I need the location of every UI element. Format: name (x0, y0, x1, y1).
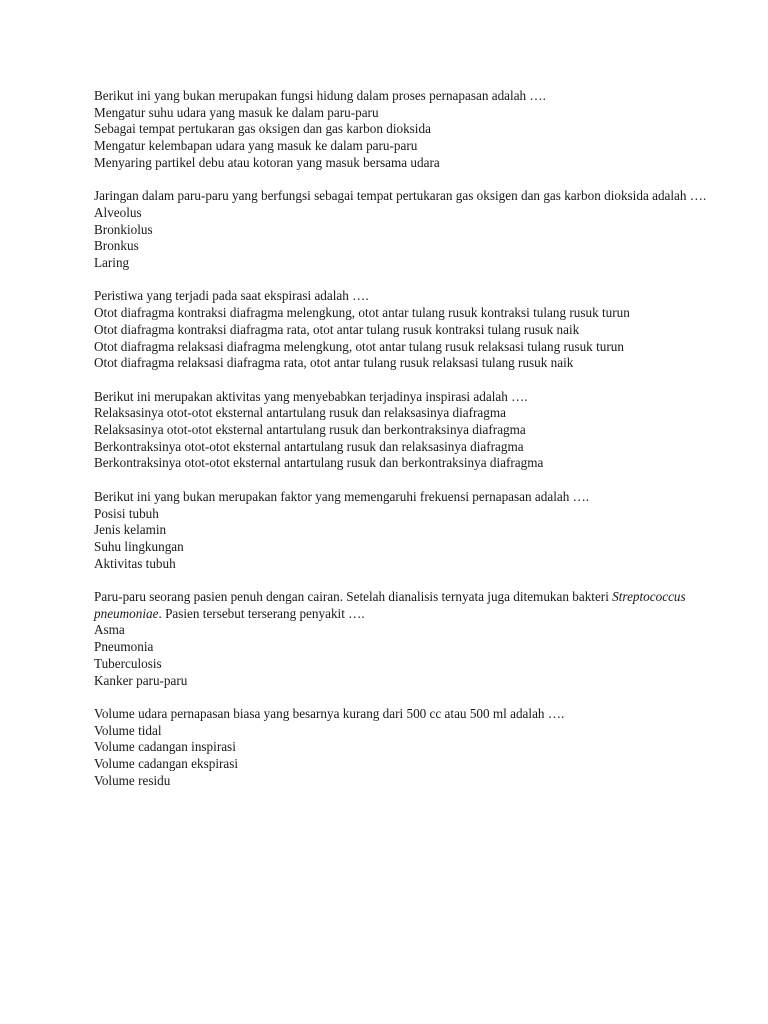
answer-option: Bronkus (94, 238, 139, 254)
answer-option: Sebagai tempat pertukaran gas oksigen dan gas karbon dioksida (94, 121, 431, 137)
answer-option: Alveolus (94, 204, 142, 220)
question-block-3 (94, 288, 714, 372)
question-text: Peristiwa yang terjadi pada saat ekspirasi adalah …. (94, 288, 369, 304)
question-text-after: . Pasien tersebut terserang penyakit …. (158, 605, 365, 621)
question-text: Berikut ini yang bukan merupakan faktor yang memengaruhi frekuensi pernapasan adalah …. (94, 488, 590, 504)
answer-option: Tuberculosis (94, 655, 162, 671)
question-block-2 (94, 188, 714, 272)
answer-option: Mengatur kelembapan udara yang masuk ke dalam paru-paru (94, 138, 418, 154)
answer-option: Suhu lingkungan (94, 538, 184, 554)
question-text (94, 589, 714, 622)
answer-option: Volume tidal (94, 722, 162, 738)
answer-option: Berkontraksinya otot-otot eksternal antartulang rusuk dan relaksasinya diafragma (94, 438, 524, 454)
answer-option: Relaksasinya otot-otot eksternal antartulang rusuk dan relaksasinya diafragma (94, 405, 506, 421)
question-block-1 (94, 88, 714, 172)
answer-option: Otot diafragma kontraksi diafragma melengkung, otot antar tulang rusuk kontraksi tulang rusuk turun (94, 305, 630, 321)
question-text-before: Paru-paru seorang pasien penuh dengan cairan. Setelah dianalisis ternyata juga ditemukan bakteri (94, 589, 613, 605)
answer-option: Relaksasinya otot-otot eksternal antartulang rusuk dan berkontraksinya diafragma (94, 422, 526, 438)
answer-option: Menyaring partikel debu atau kotoran yang masuk bersama udara (94, 154, 440, 170)
answer-option: Volume residu (94, 772, 171, 788)
answer-option: Mengatur suhu udara yang masuk ke dalam paru-paru (94, 104, 379, 120)
answer-option: Asma (94, 622, 125, 638)
answer-option: Laring (94, 255, 130, 271)
answer-option: Otot diafragma relaksasi diafragma melengkung, otot antar tulang rusuk relaksasi tulang rusuk turun (94, 338, 624, 354)
answer-option: Bronkiolus (94, 221, 153, 237)
question-text: Volume udara pernapasan biasa yang besarnya kurang dari 500 cc atau 500 ml adalah …. (94, 705, 565, 721)
answer-option: Aktivitas tubuh (94, 555, 176, 571)
question-text: Jaringan dalam paru-paru yang berfungsi sebagai tempat pertukaran gas oksigen dan gas karbon dioksida adalah …. (94, 188, 707, 204)
question-block-7 (94, 706, 714, 790)
answer-option: Pneumonia (94, 639, 154, 655)
question-block-5 (94, 489, 714, 573)
answer-option: Jenis kelamin (94, 522, 167, 538)
answer-option: Berkontraksinya otot-otot eksternal antartulang rusuk dan berkontraksinya diafragma (94, 455, 544, 471)
bacteria-name: Streptococcus pneumoniae (94, 589, 686, 621)
answer-option: Posisi tubuh (94, 505, 159, 521)
question-block-4 (94, 389, 714, 473)
question-text: Berikut ini merupakan aktivitas yang menyebabkan terjadinya inspirasi adalah …. (94, 388, 528, 404)
answer-option: Kanker paru-paru (94, 672, 188, 688)
answer-option: Otot diafragma relaksasi diafragma rata, otot antar tulang rusuk relaksasi tulang rusuk naik (94, 355, 574, 371)
answer-option: Volume cadangan ekspirasi (94, 756, 239, 772)
document-page (94, 88, 714, 806)
answer-option: Otot diafragma kontraksi diafragma rata, otot antar tulang rusuk kontraksi tulang rusuk naik (94, 321, 580, 337)
question-block-6 (94, 589, 714, 689)
question-text: Berikut ini yang bukan merupakan fungsi hidung dalam proses pernapasan adalah …. (94, 88, 546, 103)
answer-option: Volume cadangan inspirasi (94, 739, 236, 755)
